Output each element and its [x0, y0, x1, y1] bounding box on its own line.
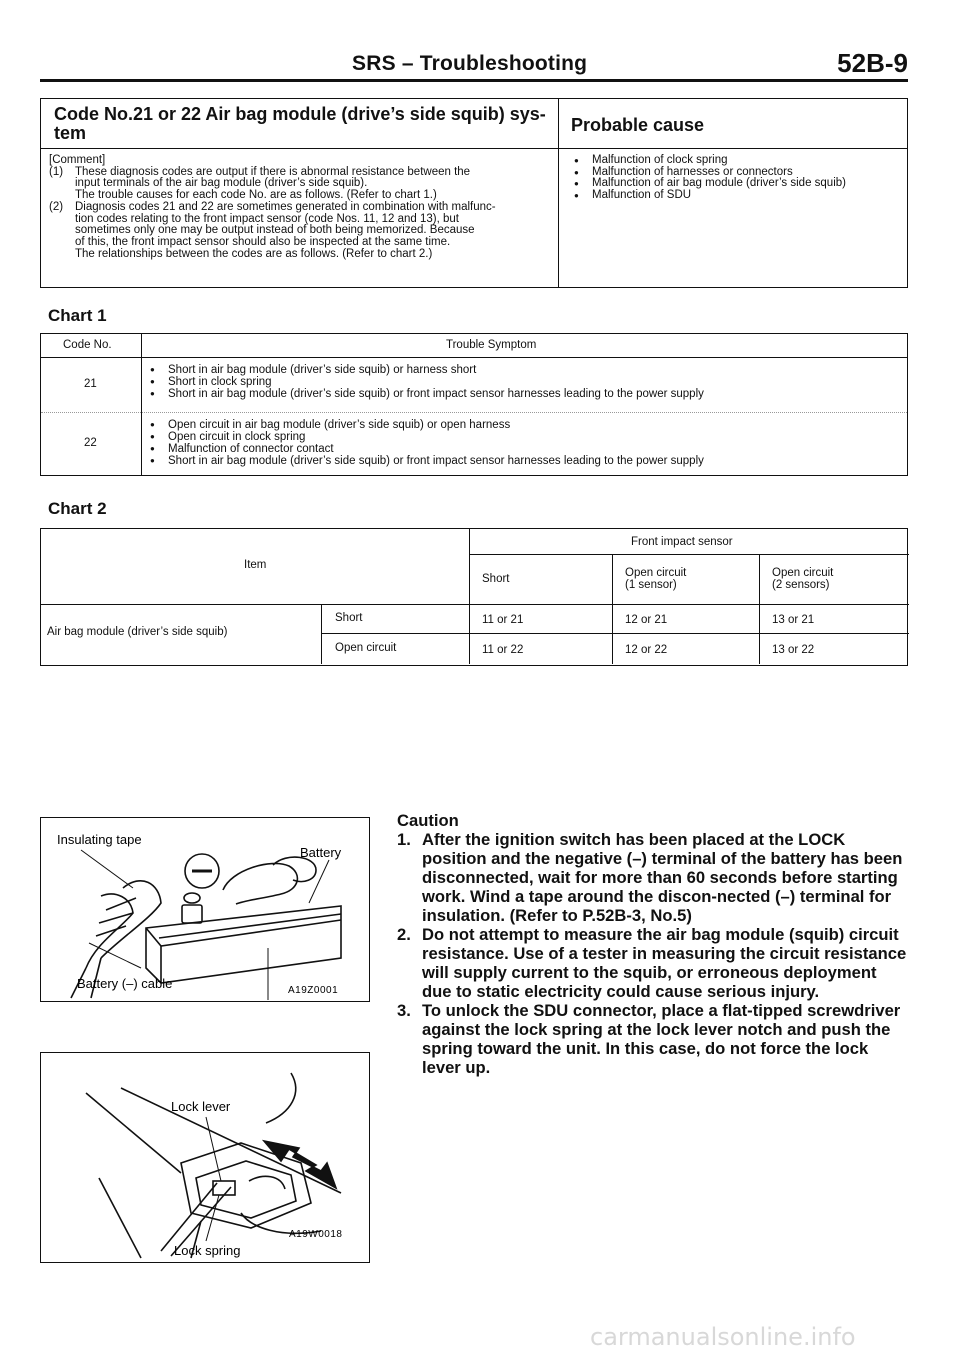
list-item: ● Short in clock spring	[148, 376, 704, 388]
code-cell: 22	[84, 437, 97, 449]
table-cell: 12 or 22	[625, 644, 668, 656]
list-item: ● Open circuit in clock spring	[148, 431, 704, 443]
battery-drawing	[41, 818, 371, 1003]
column-header: Trouble Symptom	[446, 339, 537, 351]
table-cell: 13 or 21	[772, 614, 815, 626]
list-item: ● Open circuit in air bag module (driver’s side squib) or open harness	[148, 419, 704, 431]
list-item: ● Short in air bag module (driver’s side squib) or harness short	[148, 364, 704, 376]
caution-heading: Caution	[397, 811, 459, 830]
page-number: 52B-9	[837, 48, 908, 78]
diagnosis-info-box	[40, 98, 908, 288]
figure-code: A19W0018	[289, 1229, 343, 1240]
front-sensor-header: Front impact sensor	[631, 536, 733, 548]
list-item: ● Malfunction of clock spring	[568, 155, 846, 167]
list-item: ● Short in air bag module (driver’s side squib) or front impact sensor harnesses leading to the power supply	[148, 455, 704, 467]
connector-drawing	[41, 1053, 371, 1264]
comment-label: [Comment]	[49, 154, 106, 166]
comment-block	[49, 155, 554, 260]
caution-block	[397, 811, 909, 1077]
caution-item: 1. After the ignition switch has been placed at the LOCK position and the negative (–) terminal of the battery has been disconnected, wait for more than 60 seconds before starting work. Wind a tape around the discon-nected (–) terminal for insulation. (Refer to P.52B-3, No.5)	[397, 830, 903, 925]
symptom-list	[148, 364, 704, 400]
sdu-connector-illustration	[40, 1052, 370, 1263]
column-header-short: Short	[482, 573, 510, 585]
table-cell: 11 or 21	[482, 614, 524, 626]
header-rule	[40, 79, 908, 82]
battery-cable-label: Battery (–) cable	[77, 976, 173, 991]
figure-code: A19Z0001	[288, 985, 339, 996]
caution-item: 3. To unlock the SDU connector, place a flat-tipped screwdriver against the lock spring at the lock lever notch and push the spring toward the unit. In this case, do not force the lock lever up.	[397, 1001, 901, 1077]
list-item: ● Malfunction of harnesses or connectors	[568, 167, 846, 179]
symptom-list	[148, 419, 704, 467]
caution-item: 2. Do not attempt to measure the air bag module (squib) circuit resistance. Use of a tester in measuring the circuit resistance will supply current to the squib, or erroneous deployment due to static electricity could cause serious injury.	[397, 925, 907, 1001]
table-cell: 12 or 21	[625, 614, 668, 626]
battery-illustration	[40, 817, 370, 1002]
list-item: ● Malfunction of air bag module (driver’s side squib)	[568, 178, 846, 190]
chart1-table	[40, 333, 908, 476]
column-header-open2: Open circuit (2 sensors)	[772, 567, 834, 591]
list-item: ● Malfunction of connector contact	[148, 443, 704, 455]
row-type: Short	[335, 612, 363, 624]
item-header: Item	[244, 559, 267, 571]
battery-label: Battery	[300, 845, 342, 860]
column-header-open1: Open circuit (1 sensor)	[625, 567, 687, 591]
probable-cause-list	[568, 155, 846, 202]
code-cell: 21	[84, 378, 97, 390]
row-type: Open circuit	[335, 642, 397, 654]
chart1-label: Chart 1	[48, 306, 107, 325]
row-header: Air bag module (driver’s side squib)	[47, 626, 228, 638]
column-header: Code No.	[63, 339, 112, 351]
list-item: ● Malfunction of SDU	[568, 190, 846, 202]
comment-item: (2) Diagnosis codes 21 and 22 are sometimes generated in combination with malfunc- tion codes relating to the front impact sensor (code Nos. 11, 12 and 13), but sometimes only one may be output instead of both being memorized. Because of this, the front impact sensor should also be inspected at the same time. The relationships between the codes are as follows. (Refer to chart 2.)	[49, 200, 496, 260]
table-cell: 13 or 22	[772, 644, 815, 656]
chart2-table	[40, 528, 908, 666]
diagnosis-title: Code No.21 or 22 Air bag module (drive’s side squib) sys-tem	[54, 104, 546, 143]
lock-spring-label: Lock spring	[174, 1243, 241, 1258]
comment-item: (1) These diagnosis codes are output if there is abnormal resistance between the input terminals of the air bag module (driver’s side squib). The trouble causes for each code No. are as follows. (Refer to chart 1.)	[49, 165, 471, 202]
chart2-label: Chart 2	[48, 499, 107, 518]
insulating-tape-label: Insulating tape	[57, 832, 142, 847]
probable-cause-header: Probable cause	[571, 115, 705, 135]
lock-lever-label: Lock lever	[171, 1099, 231, 1114]
page-title: SRS – Troubleshooting	[352, 52, 588, 75]
list-item: ● Short in air bag module (driver’s side squib) or front impact sensor harnesses leading to the power supply	[148, 388, 704, 400]
table-cell: 11 or 22	[482, 644, 524, 656]
watermark: carmanualsonline.info	[590, 1323, 856, 1351]
